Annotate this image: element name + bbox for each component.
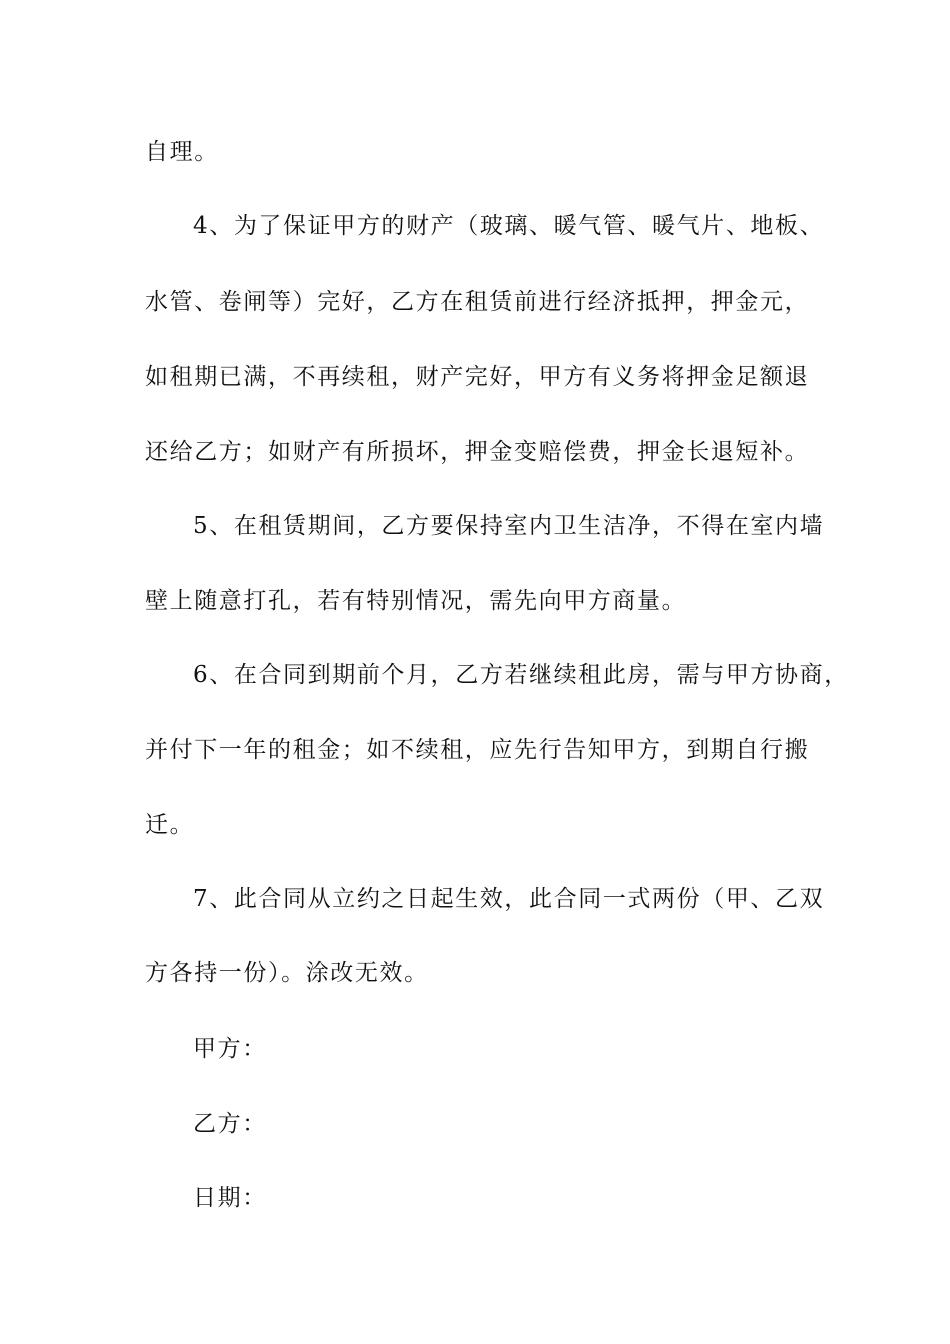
clause-4-line-2: 水管、卷闸等）完好，乙方在租赁前进行经济抵押，押金元， — [145, 289, 810, 315]
clause-6-line-1: 6、在合同到期前个月，乙方若继续租此房，需与甲方协商， — [193, 662, 849, 688]
clause-7-line-2: 方各持一份）。涂改无效。 — [145, 960, 429, 986]
clause-6-line-3: 迁。 — [145, 812, 195, 838]
clause-7-line-1: 7、此合同从立约之日起生效，此合同一式两份（甲、乙双 — [193, 886, 825, 912]
date-label: 日期： — [193, 1185, 267, 1211]
clause-4-line-4: 还给乙方；如财产有所损坏，押金变赔偿费，押金长退短补。 — [145, 439, 810, 465]
clause-5-line-1: 5、在租赁期间，乙方要保持室内卫生洁净，不得在室内墙 — [193, 513, 825, 539]
party-a-signature-label: 甲方： — [193, 1036, 267, 1062]
clause-5-line-2: 壁上随意打孔，若有特别情况，需先向甲方商量。 — [145, 588, 687, 614]
clause-4-line-3: 如租期已满，不再续租，财产完好，甲方有义务将押金足额退 — [145, 364, 810, 390]
clause-4-line-1: 4、为了保证甲方的财产（玻璃、暖气管、暖气片、地板、 — [193, 213, 825, 239]
continuation-text: 自理。 — [145, 139, 219, 165]
party-b-signature-label: 乙方： — [193, 1111, 267, 1137]
clause-6-line-2: 并付下一年的租金；如不续租，应先行告知甲方，到期自行搬 — [145, 737, 810, 763]
